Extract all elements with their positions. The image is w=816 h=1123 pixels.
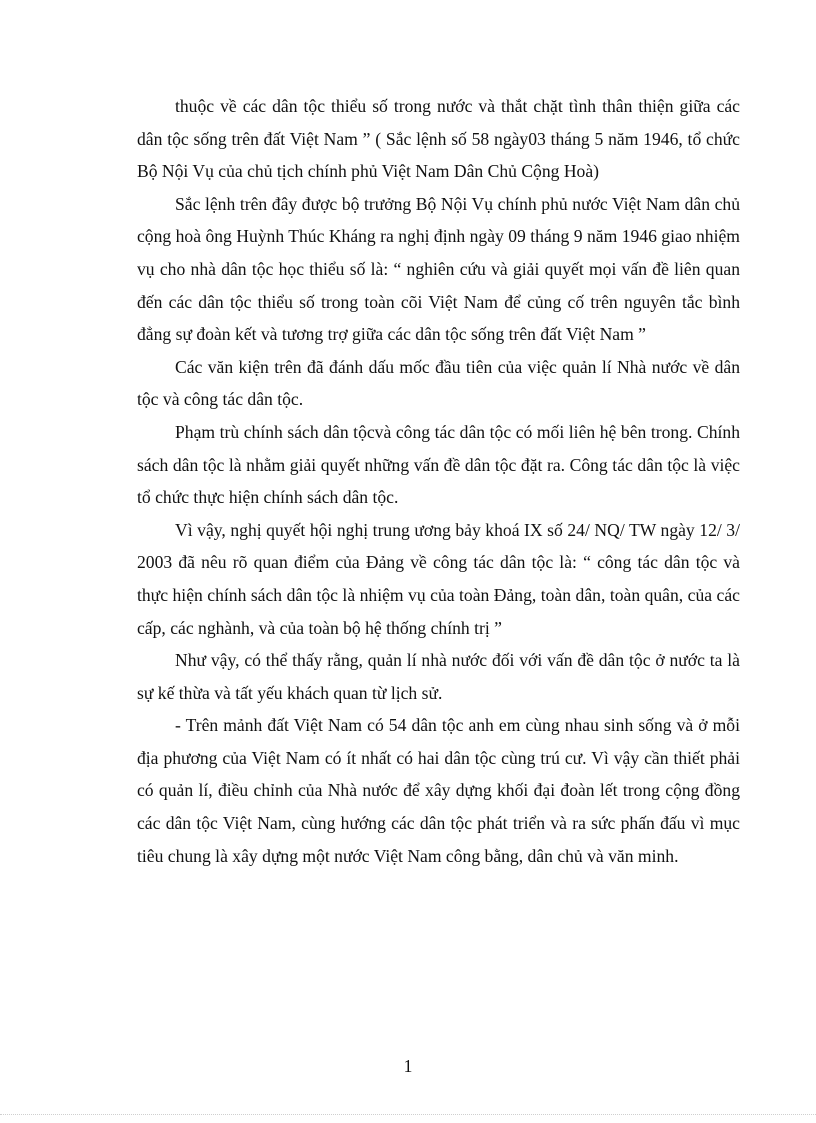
paragraph-1: thuộc về các dân tộc thiểu số trong nước và thắt chặt tình thân thiện giữa các dân tộc sống trên đất Việt Nam ” ( Sắc lệnh số 58 ngày03 tháng 5 năm 1946, tổ chức Bộ Nội Vụ của chủ tịch chính phủ Việt Nam Dân Chủ Cộng Hoà) bbox=[137, 96, 740, 182]
paragraph-7: - Trên mảnh đất Việt Nam có 54 dân tộc anh em cùng nhau sinh sống và ở mỗi địa phương của Việt Nam có ít nhất có hai dân tộc cùng trú cư. Vì vậy cần thiết phải có quản lí, điều chỉnh của Nhà nước để xây dựng khối đại đoàn lết trong cộng đồng các dân tộc Việt Nam, cùng hướng các dân tộc phát triển và ra sức phấn đấu vì mục tiêu chung là xây dựng một nước Việt Nam công bằng, dân chủ và văn minh. bbox=[137, 715, 740, 866]
paragraph-3: Các văn kiện trên đã đánh dấu mốc đầu tiên của việc quản lí Nhà nước về dân tộc và công tác dân tộc. bbox=[137, 356, 740, 410]
paragraph-2: Sắc lệnh trên đây được bộ trưởng Bộ Nội Vụ chính phủ nước Việt Nam dân chủ cộng hoà ông Huỳnh Thúc Kháng ra nghị định ngày 09 tháng 9 năm 1946 giao nhiệm vụ cho nhà dân tộc học thiểu số là: “ nghiên cứu và giải quyết mọi vấn đề liên quan đến các dân tộc thiểu số trong toàn cõi Việt Nam để củng cố trên nguyên tắc bình đẳng sự đoàn kết và tương trợ giữa các dân tộc sống trên đất Việt Nam ” bbox=[137, 193, 740, 345]
paragraph-5: Vì vậy, nghị quyết hội nghị trung ương bảy khoá IX số 24/ NQ/ TW ngày 12/ 3/ 2003 đã nêu rõ quan điểm của Đảng về công tác dân tộc là: “ công tác dân tộc và thực hiện chính sách dân tộc là nhiệm vụ của toàn Đảng, toàn dân, toàn quân, của các cấp, các nghành, và của toàn bộ hệ thống chính trị ” bbox=[137, 519, 740, 638]
page-number: 1 bbox=[403, 1056, 413, 1076]
page-bottom-divider bbox=[0, 1114, 816, 1115]
paragraph-4: Phạm trù chính sách dân tộcvà công tác dân tộc có mối liên hệ bên trong. Chính sách dân tộc là nhằm giải quyết những vấn đề dân tộc đặt ra. Công tác dân tộc là việc tổ chức thực hiện chính sách dân tộc. bbox=[137, 421, 740, 508]
paragraph-6: Như vậy, có thể thấy rằng, quản lí nhà nước đối với vấn đề dân tộc ở nước ta là sự kế thừa và tất yếu khách quan từ lịch sử. bbox=[137, 650, 740, 703]
document-body bbox=[137, 90, 740, 872]
